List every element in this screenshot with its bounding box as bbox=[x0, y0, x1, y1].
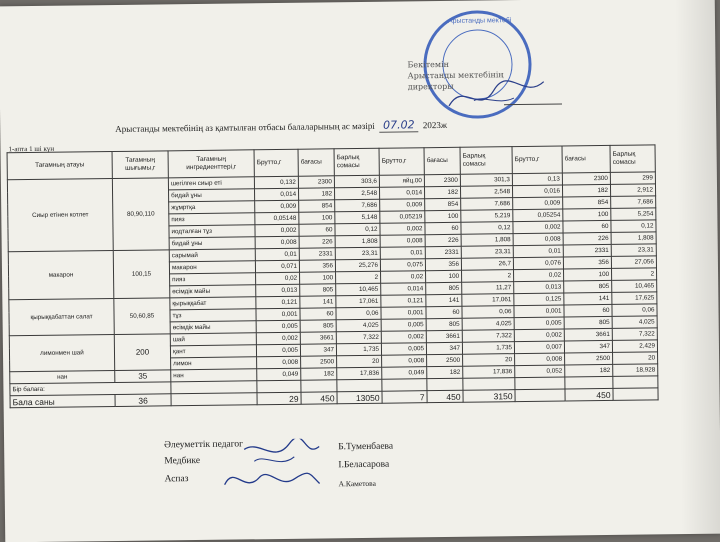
value-cell: 1,735 bbox=[462, 342, 514, 355]
dish-yield: 50,60,85 bbox=[114, 298, 170, 335]
value-cell: 2300 bbox=[424, 174, 460, 186]
ingredient-name: шегілген сиыр еті bbox=[168, 177, 254, 190]
ingredient-name: бидай ұны bbox=[169, 237, 255, 250]
total-g1-price: 450 bbox=[301, 392, 337, 404]
value-cell: 0,008 bbox=[257, 356, 301, 369]
director-signature bbox=[444, 70, 555, 121]
value-cell: 23,31 bbox=[461, 246, 513, 259]
value-cell: 0,014 bbox=[379, 187, 424, 200]
value-cell: 0,007 bbox=[514, 341, 564, 354]
value-cell: 0,002 bbox=[513, 221, 563, 234]
children-count-label: Бала саны bbox=[10, 395, 115, 408]
value-cell: 20 bbox=[463, 354, 515, 367]
value-cell: 0,02 bbox=[256, 272, 300, 285]
value-cell: 347 bbox=[426, 342, 462, 354]
value-cell: 26,7 bbox=[461, 258, 513, 271]
value-cell: 0,002 bbox=[255, 224, 299, 237]
ingredient-name: иодталған тұз bbox=[169, 225, 255, 238]
dish-yield: 80,90,110 bbox=[112, 178, 169, 251]
value-cell: 0,014 bbox=[381, 283, 426, 296]
value-cell: 2331 bbox=[563, 244, 611, 257]
value-cell: 100 bbox=[563, 208, 611, 221]
value-cell: 0,071 bbox=[255, 260, 299, 273]
total-g1-sum: 13050 bbox=[337, 391, 382, 404]
value-cell: 100 bbox=[425, 210, 461, 222]
value-cell: 17,836 bbox=[337, 367, 382, 380]
dish-yield: 200 bbox=[114, 334, 170, 371]
ingredient-name: лимон bbox=[171, 357, 257, 370]
value-cell: 182 bbox=[424, 186, 460, 198]
value-cell: 0,009 bbox=[513, 197, 563, 210]
value-cell: 0,12 bbox=[335, 223, 380, 236]
value-cell: 0,001 bbox=[381, 307, 426, 320]
ingredient-name: қант bbox=[170, 345, 256, 358]
value-cell: 5,254 bbox=[611, 208, 656, 221]
value-cell: 0,013 bbox=[514, 281, 564, 294]
social-teacher-name: Б.Туменбаева bbox=[338, 441, 394, 453]
value-cell: 0,01 bbox=[380, 247, 425, 260]
header-cell: бағасы bbox=[298, 149, 334, 176]
value-cell: 0,005 bbox=[514, 317, 564, 330]
value-cell: 20 bbox=[613, 352, 658, 365]
value-cell: 1,808 bbox=[611, 232, 656, 245]
dish-name: қырыққабаттан салат bbox=[9, 299, 114, 336]
per-child-label: Бір балаға: bbox=[10, 382, 171, 396]
value-cell: 23,31 bbox=[611, 244, 656, 257]
value-cell: 0,005 bbox=[381, 343, 426, 356]
value-cell: 226 bbox=[299, 236, 335, 248]
value-cell: 356 bbox=[299, 260, 335, 272]
value-cell: 20 bbox=[337, 355, 382, 368]
value-cell: 7,322 bbox=[462, 330, 514, 343]
value-cell: 3661 bbox=[300, 332, 336, 344]
value-cell: 4,025 bbox=[462, 318, 514, 331]
ingredient-name: бидай ұны bbox=[169, 189, 255, 202]
empty-cell bbox=[613, 388, 658, 401]
empty-cell bbox=[382, 379, 427, 392]
value-cell: 60 bbox=[564, 304, 612, 317]
header-cell: Барлық сомасы bbox=[610, 145, 655, 173]
value-cell: 1,808 bbox=[335, 235, 380, 248]
value-cell: 2,429 bbox=[612, 340, 657, 353]
document-title: Арыстанды мектебінің аз қамтылған отбасы балаларының ас мәзірі 07.02 2023ж bbox=[115, 118, 448, 134]
header-cell: бағасы bbox=[562, 145, 610, 173]
value-cell: 0,13 bbox=[512, 173, 562, 186]
empty-cell bbox=[613, 376, 658, 389]
value-cell: 0,002 bbox=[380, 223, 425, 236]
ingredient-name: пияз bbox=[169, 213, 255, 226]
value-cell: 805 bbox=[564, 280, 612, 293]
value-cell: 182 bbox=[298, 188, 334, 200]
value-cell: 0,05148 bbox=[255, 212, 299, 225]
total-g3-price: 450 bbox=[565, 388, 613, 401]
empty-cell bbox=[337, 379, 382, 392]
value-cell: 0,008 bbox=[255, 236, 299, 249]
value-cell: 60 bbox=[299, 224, 335, 236]
value-cell: 0,049 bbox=[382, 367, 427, 380]
dish-name: нан bbox=[10, 371, 115, 384]
value-cell: 1,808 bbox=[461, 234, 513, 247]
value-cell: 2,548 bbox=[334, 187, 379, 200]
ingredient-name: қырыққабат bbox=[170, 297, 256, 310]
value-cell: 2300 bbox=[298, 176, 334, 188]
value-cell: 17,061 bbox=[462, 294, 514, 307]
value-cell: 0,06 bbox=[336, 307, 381, 320]
ingredient-name: нан bbox=[171, 369, 257, 382]
value-cell: 347 bbox=[564, 340, 612, 353]
value-cell: 0,125 bbox=[514, 293, 564, 306]
dish-yield: 100,15 bbox=[113, 250, 170, 299]
value-cell: 0,01 bbox=[513, 245, 563, 258]
approval-stamp-area bbox=[383, 0, 565, 132]
total-g2-price: 450 bbox=[427, 390, 463, 402]
value-cell: 0,02 bbox=[381, 271, 426, 284]
value-cell: 3661 bbox=[564, 328, 612, 341]
dish-name: макарон bbox=[8, 251, 114, 300]
menu-date: 07.02 bbox=[379, 118, 419, 132]
header-cell: Брутто,г bbox=[254, 149, 298, 177]
value-cell: 5,148 bbox=[335, 211, 380, 224]
value-cell: 2331 bbox=[299, 248, 335, 260]
ingredient-name: макарон bbox=[169, 261, 255, 274]
value-cell: 0,002 bbox=[514, 329, 564, 342]
value-cell: 7,686 bbox=[335, 199, 380, 212]
value-cell: 226 bbox=[563, 232, 611, 245]
value-cell: 2331 bbox=[425, 246, 461, 258]
ingredient-name: шай bbox=[170, 333, 256, 346]
empty-cell bbox=[515, 377, 565, 390]
empty-cell bbox=[301, 380, 337, 392]
value-cell: 100 bbox=[564, 268, 612, 281]
empty-cell bbox=[565, 376, 613, 389]
dish-name: Сиыр етінен котлет bbox=[7, 179, 113, 252]
value-cell: 347 bbox=[300, 344, 336, 356]
value-cell: 60 bbox=[426, 306, 462, 318]
value-cell: 7,686 bbox=[611, 196, 656, 209]
value-cell: 0,06 bbox=[462, 306, 514, 319]
value-cell: 2300 bbox=[562, 172, 610, 185]
value-cell: 141 bbox=[300, 296, 336, 308]
value-cell: 0,005 bbox=[381, 319, 426, 332]
ingredient-name: жұмртқа bbox=[169, 201, 255, 214]
ingredient-name: тұз bbox=[170, 309, 256, 322]
value-cell: 0,013 bbox=[256, 284, 300, 297]
social-teacher-role: Әлеуметтік педагог bbox=[164, 439, 244, 451]
menu-table bbox=[7, 144, 659, 408]
value-cell: 10,465 bbox=[612, 280, 657, 293]
value-cell: 0,001 bbox=[256, 308, 300, 321]
value-cell: 100 bbox=[299, 212, 335, 224]
value-cell: 2 bbox=[336, 271, 381, 284]
value-cell: 356 bbox=[563, 256, 611, 269]
value-cell: 0,002 bbox=[256, 332, 300, 345]
value-cell: 5,219 bbox=[461, 210, 513, 223]
value-cell: 0,01 bbox=[255, 248, 299, 261]
header-cell: Тағамның атауы bbox=[7, 152, 112, 180]
value-cell: 0,001 bbox=[514, 305, 564, 318]
value-cell: 100 bbox=[426, 270, 462, 282]
seal-ring-text: Арыстанды мектебі bbox=[447, 17, 512, 25]
value-cell: 17,625 bbox=[612, 292, 657, 305]
empty-cell bbox=[515, 389, 565, 402]
value-cell: 0,005 bbox=[256, 344, 300, 357]
value-cell: 805 bbox=[300, 320, 336, 332]
value-cell: 2500 bbox=[565, 352, 613, 365]
value-cell: 60 bbox=[300, 308, 336, 320]
value-cell: 0,008 bbox=[380, 235, 425, 248]
value-cell: 356 bbox=[425, 258, 461, 270]
value-cell: 4,025 bbox=[336, 319, 381, 332]
value-cell: 805 bbox=[564, 316, 612, 329]
header-cell: Барлық сомасы bbox=[334, 148, 379, 176]
value-cell: 0,005 bbox=[256, 320, 300, 333]
value-cell: 4,025 bbox=[612, 316, 657, 329]
value-cell: 226 bbox=[425, 234, 461, 246]
value-cell: 3661 bbox=[426, 330, 462, 342]
header-cell: Тағамның ингредиенттері,г bbox=[168, 150, 254, 178]
ingredient-name: өсімдік майы bbox=[170, 285, 256, 298]
value-cell: 0,05254 bbox=[513, 209, 563, 222]
value-cell: 805 bbox=[426, 318, 462, 330]
ingredient-name: сарымай bbox=[169, 249, 255, 262]
value-cell: 0,016 bbox=[512, 185, 562, 198]
header-cell: Брутто,г bbox=[379, 148, 424, 176]
approval-text: Бекітемін Арыстанды мектебінің директоры bbox=[407, 59, 504, 92]
value-cell: 0,132 bbox=[254, 176, 298, 189]
value-cell: 854 bbox=[563, 196, 611, 209]
value-cell: 2 bbox=[611, 268, 656, 281]
value-cell: яйц.00 bbox=[379, 175, 424, 188]
value-cell: 2500 bbox=[301, 356, 337, 368]
value-cell: 0,076 bbox=[513, 257, 563, 270]
ingredient-name: пияз bbox=[170, 273, 256, 286]
value-cell: 0,06 bbox=[612, 304, 657, 317]
value-cell: 7,322 bbox=[612, 328, 657, 341]
nurse-name: І.Беласарова bbox=[338, 459, 390, 471]
value-cell: 854 bbox=[425, 198, 461, 210]
value-cell: 7,322 bbox=[336, 331, 381, 344]
dish-name: лимонмен шай bbox=[9, 335, 114, 372]
value-cell: 182 bbox=[565, 364, 613, 377]
value-cell: 301,3 bbox=[460, 174, 512, 187]
value-cell: 2500 bbox=[427, 354, 463, 366]
handwritten-signatures bbox=[184, 438, 335, 500]
cook-name: А.Каметова bbox=[338, 478, 376, 489]
value-cell: 303,6 bbox=[334, 175, 379, 188]
value-cell: 7,686 bbox=[461, 198, 513, 211]
value-cell: 0,002 bbox=[381, 331, 426, 344]
value-cell: 854 bbox=[299, 200, 335, 212]
value-cell: 0,009 bbox=[255, 200, 299, 213]
value-cell: 299 bbox=[610, 172, 655, 185]
value-cell: 2 bbox=[462, 270, 514, 283]
value-cell: 0,075 bbox=[380, 259, 425, 272]
empty-cell bbox=[427, 378, 463, 390]
value-cell: 182 bbox=[301, 368, 337, 380]
value-cell: 141 bbox=[564, 292, 612, 305]
value-cell: 60 bbox=[563, 220, 611, 233]
empty-cell bbox=[171, 393, 257, 406]
value-cell: 182 bbox=[427, 366, 463, 378]
value-cell: 0,008 bbox=[382, 355, 427, 368]
value-cell: 0,008 bbox=[515, 353, 565, 366]
value-cell: 0,02 bbox=[514, 269, 564, 282]
value-cell: 60 bbox=[425, 222, 461, 234]
empty-cell bbox=[257, 380, 301, 393]
value-cell: 17,836 bbox=[463, 366, 515, 379]
value-cell: 182 bbox=[562, 184, 610, 197]
value-cell: 0,12 bbox=[611, 220, 656, 233]
header-cell: Барлық сомасы bbox=[460, 147, 512, 175]
header-cell: бағасы bbox=[424, 147, 460, 174]
dish-yield: 35 bbox=[115, 370, 171, 383]
value-cell: 2,912 bbox=[610, 184, 655, 197]
header-cell: Брутто,г bbox=[512, 146, 562, 174]
value-cell: 0,05219 bbox=[380, 211, 425, 224]
value-cell: 17,061 bbox=[336, 295, 381, 308]
value-cell: 0,008 bbox=[513, 233, 563, 246]
value-cell: 0,121 bbox=[381, 295, 426, 308]
value-cell: 0,049 bbox=[257, 368, 301, 381]
value-cell: 100 bbox=[300, 272, 336, 284]
nurse-role: Медбике bbox=[164, 455, 201, 467]
empty-cell bbox=[463, 378, 515, 391]
week-label: 1-апта 1 ші күн bbox=[8, 144, 55, 154]
value-cell: 0,052 bbox=[515, 365, 565, 378]
value-cell: 805 bbox=[426, 282, 462, 294]
cook-role: Аспаз bbox=[164, 474, 189, 485]
value-cell: 11,27 bbox=[462, 282, 514, 295]
total-g2-sum: 3150 bbox=[463, 390, 515, 403]
value-cell: 25,276 bbox=[335, 259, 380, 272]
value-cell: 1,735 bbox=[336, 343, 381, 356]
header-cell: Тағамның шығымы,г bbox=[112, 151, 168, 179]
ingredient-name: өсімдік майы bbox=[170, 321, 256, 334]
children-count: 36 bbox=[115, 394, 171, 407]
value-cell: 2,548 bbox=[460, 186, 512, 199]
value-cell: 0,12 bbox=[461, 222, 513, 235]
value-cell: 0,121 bbox=[256, 296, 300, 309]
value-cell: 18,928 bbox=[613, 364, 658, 377]
value-cell: 141 bbox=[426, 294, 462, 306]
value-cell: 0,009 bbox=[380, 199, 425, 212]
value-cell: 23,31 bbox=[335, 247, 380, 260]
value-cell: 805 bbox=[300, 284, 336, 296]
total-g1-count: 29 bbox=[257, 392, 301, 405]
value-cell: 10,465 bbox=[336, 283, 381, 296]
value-cell: 0,014 bbox=[254, 188, 298, 201]
empty-cell bbox=[171, 381, 257, 394]
total-g2-count: 7 bbox=[382, 391, 427, 404]
value-cell: 27,056 bbox=[611, 256, 656, 269]
